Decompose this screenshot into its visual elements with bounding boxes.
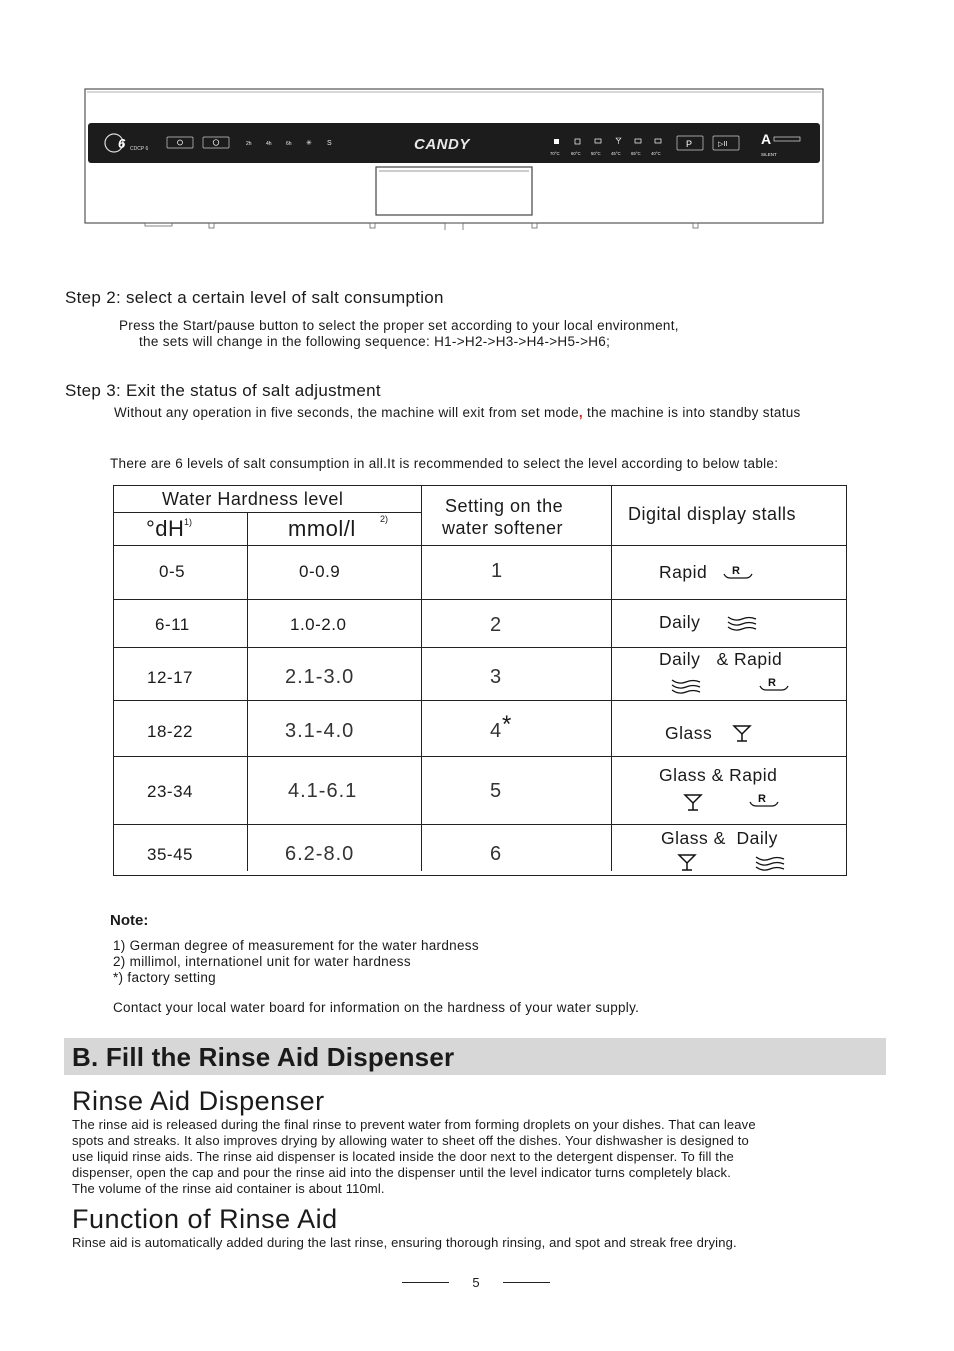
panel-model: CDCP 6 bbox=[130, 146, 149, 152]
note-contact: Contact your local water board for information on the hardness of your water supply. bbox=[113, 1000, 640, 1015]
factory-setting-mark: * bbox=[502, 711, 512, 738]
section-title: B. Fill the Rinse Aid Dispenser bbox=[72, 1042, 455, 1072]
table-intro: There are 6 levels of salt consumption in all.It is recommended to select the level according to below table: bbox=[110, 456, 779, 471]
note-line-3: *) factory setting bbox=[113, 970, 216, 985]
rapid-icon bbox=[759, 675, 789, 693]
row2-dh: 6-11 bbox=[155, 615, 190, 634]
row3-mmol: 2.1-3.0 bbox=[285, 666, 355, 688]
step3-line1 bbox=[114, 405, 801, 421]
note-line-1: 1) German degree of measurement for the water hardness bbox=[113, 938, 479, 953]
glass-icon bbox=[683, 792, 703, 812]
rapid-icon bbox=[749, 791, 779, 809]
row6-mmol: 6.2-8.0 bbox=[285, 843, 355, 865]
row4-setting: 4 bbox=[490, 720, 503, 742]
step3-line1-part2: the machine is into standby status bbox=[582, 405, 801, 420]
section-header-bar bbox=[64, 1038, 886, 1075]
step3-line1-part1: Without any operation in five seconds, the machine will exit from set mode bbox=[114, 405, 579, 420]
step2-line2: the sets will change in the following sequence: H1->H2->H3->H4->H5->H6; bbox=[139, 334, 611, 349]
function-paragraph bbox=[72, 1235, 832, 1251]
row5-dh: 23-34 bbox=[147, 782, 193, 801]
header-digital-display: Digital display stalls bbox=[628, 504, 797, 524]
glass-icon bbox=[677, 852, 697, 872]
rapid-icon bbox=[723, 563, 753, 581]
step3-comma: , bbox=[578, 405, 583, 420]
rinse-line-5: The volume of the rinse aid container is about 110ml. bbox=[72, 1181, 385, 1196]
step2-title: Step 2: select a certain level of salt consumption bbox=[65, 288, 444, 307]
row3-dh: 12-17 bbox=[147, 668, 193, 687]
row2-mmol: 1.0-2.0 bbox=[290, 615, 347, 634]
rinse-aid-paragraph bbox=[72, 1117, 832, 1197]
header-dh: °dH bbox=[146, 516, 185, 541]
page-number-rule-right bbox=[503, 1282, 550, 1283]
row4-display: Glass bbox=[665, 723, 713, 743]
header-dh-footnote: 1) bbox=[184, 517, 193, 527]
header-mmol-footnote: 2) bbox=[380, 514, 389, 524]
row6-display: Glass & Daily bbox=[661, 828, 778, 848]
row3-display: Daily & Rapid bbox=[659, 649, 783, 669]
rinse-aid-heading: Rinse Aid Dispenser bbox=[72, 1086, 325, 1116]
row4-dh: 18-22 bbox=[147, 722, 193, 741]
page-number: 5 bbox=[472, 1275, 480, 1290]
row5-setting: 5 bbox=[490, 780, 503, 802]
salt-indicator-icon: S bbox=[327, 140, 332, 147]
row3-setting: 3 bbox=[490, 666, 503, 688]
row4-mmol: 3.1-4.0 bbox=[285, 720, 355, 742]
temp-70: 70°C bbox=[550, 151, 560, 156]
start-pause-icon: ▷II bbox=[718, 141, 728, 148]
temp-60: 60°C bbox=[571, 151, 581, 156]
function-heading: Function of Rinse Aid bbox=[72, 1204, 338, 1234]
row6-dh: 35-45 bbox=[147, 845, 193, 864]
row6-setting: 6 bbox=[490, 843, 503, 865]
header-setting-line1: Setting on the bbox=[445, 496, 564, 516]
daily-icon bbox=[727, 614, 757, 631]
temp-45: 45°C bbox=[611, 151, 621, 156]
row1-mmol: 0-0.9 bbox=[299, 562, 341, 581]
page-number-rule-left bbox=[402, 1282, 449, 1283]
delay-6h: 6h bbox=[286, 141, 292, 147]
delay-4h: 4h bbox=[266, 141, 272, 147]
glass-icon bbox=[732, 723, 752, 743]
step2-line1: Press the Start/pause button to select the proper set according to your local environment, bbox=[119, 318, 679, 333]
temp-65: 65°C bbox=[631, 151, 641, 156]
rinse-line-4: dispenser, open the cap and pour the rinse aid into the dispenser until the level indicator turns completely black. bbox=[72, 1165, 731, 1180]
rinse-line-3: use liquid rinse aids. The rinse aid dispenser is located inside the door next to the detergent dispenser. To fill the bbox=[72, 1149, 734, 1164]
energy-class: A bbox=[761, 131, 772, 147]
daily-icon bbox=[755, 854, 785, 871]
svg-text:6: 6 bbox=[118, 136, 126, 151]
rinse-line-1: The rinse aid is released during the final rinse to prevent water from forming droplets on your dishes. That can leave bbox=[72, 1117, 756, 1132]
dishwasher-control-panel bbox=[84, 88, 824, 230]
note-title: Note: bbox=[110, 912, 149, 929]
row1-dh: 0-5 bbox=[159, 562, 186, 581]
row1-setting: 1 bbox=[491, 560, 504, 582]
row2-display: Daily bbox=[659, 612, 701, 632]
panel-feet bbox=[145, 223, 698, 230]
header-setting-line2: water softener bbox=[442, 518, 564, 538]
function-line: Rinse aid is automatically added during the last rinse, ensuring thorough rinsing, and spot and streak free drying. bbox=[72, 1235, 737, 1250]
silent-label: SILENT bbox=[761, 152, 777, 157]
door-handle bbox=[376, 167, 532, 215]
note-line-2: 2) millimol, internationel unit for water hardness bbox=[113, 954, 411, 969]
rinse-line-2: spots and streaks. It also improves drying by allowing water to sheet off the dishes. Your dishwasher is designed to bbox=[72, 1133, 749, 1148]
table-grid bbox=[113, 485, 847, 876]
rinse-aid-indicator-icon: ✳ bbox=[306, 140, 312, 147]
row1-display: Rapid bbox=[659, 562, 708, 582]
delay-2h: 2h bbox=[246, 141, 252, 147]
temp-50: 50°C bbox=[591, 151, 601, 156]
header-mmol: mmol/l bbox=[288, 516, 356, 541]
row5-display: Glass & Rapid bbox=[659, 765, 778, 785]
temp-40: 40°C bbox=[651, 151, 661, 156]
program-button-label: P bbox=[686, 139, 693, 149]
daily-icon bbox=[671, 677, 701, 694]
salt-hardness-table bbox=[113, 485, 847, 876]
row2-setting: 2 bbox=[490, 614, 503, 636]
header-water-hardness: Water Hardness level bbox=[162, 489, 344, 509]
row5-mmol: 4.1-6.1 bbox=[288, 780, 358, 802]
step3-title: Step 3: Exit the status of salt adjustment bbox=[65, 381, 381, 400]
brand-logo: CANDY bbox=[414, 136, 470, 153]
svg-text:R: R bbox=[768, 677, 776, 689]
svg-text:R: R bbox=[732, 565, 740, 577]
svg-text:R: R bbox=[758, 793, 766, 805]
